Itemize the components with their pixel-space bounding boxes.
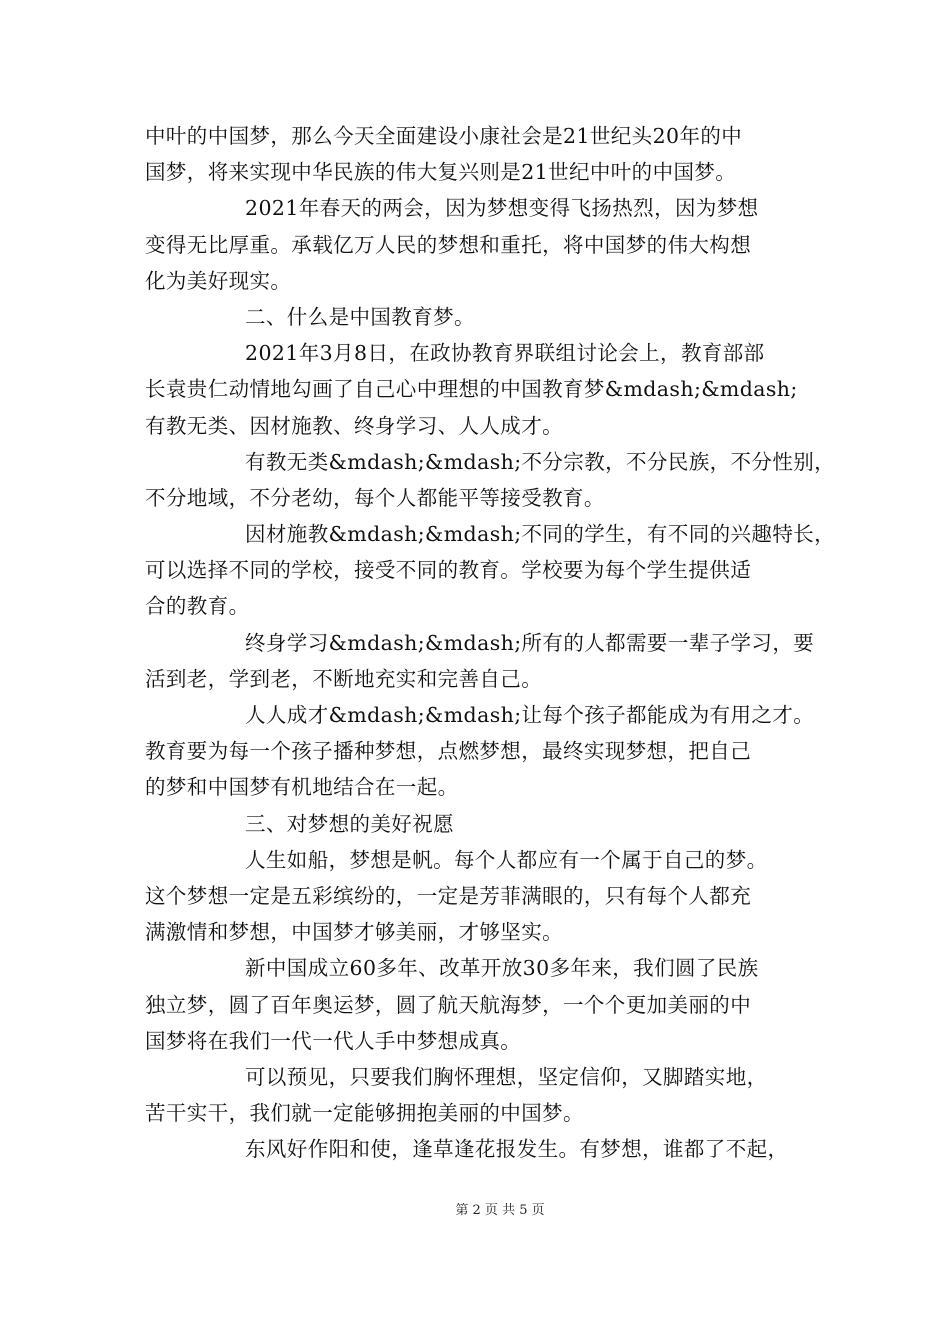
text-line: 终身学习&mdash;&mdash;所有的人都需要一辈子学习，要 xyxy=(245,630,815,655)
page-number-footer: 第 2 页 共 5 页 xyxy=(455,1203,545,1218)
text-line: 因材施教&mdash;&mdash;不同的学生，有不同的兴趣特长， xyxy=(245,522,836,547)
text-line: 有教无类、因材施教、终身学习、人人成才。 xyxy=(145,413,563,438)
text-line: 二、什么是中国教育梦。 xyxy=(245,304,475,329)
text-line: 国梦将在我们一代一代人手中梦想成真。 xyxy=(145,1028,522,1053)
text-line: 变得无比厚重。承载亿万人民的梦想和重托，将中国梦的伟大构想 xyxy=(145,232,752,257)
text-line: 人人成才&mdash;&mdash;让每个孩子都能成为有用之才。 xyxy=(245,703,815,727)
text-line: 人生如船，梦想是帆。每个人都应有一个属于自己的梦。 xyxy=(245,847,768,872)
text-line: 中叶的中国梦，那么今天全面建设小康社会是21世纪头20年的中 xyxy=(145,124,743,148)
text-line: 化为美好现实。 xyxy=(145,268,292,293)
text-line: 有教无类&mdash;&mdash;不分宗教，不分民族，不分性别， xyxy=(245,449,836,474)
text-line: 可以预见，只要我们胸怀理想，坚定信仰，又脚踏实地， xyxy=(245,1064,768,1089)
text-line: 不分地域，不分老幼，每个人都能平等接受教育。 xyxy=(145,485,605,510)
text-line: 可以选择不同的学校，接受不同的教育。学校要为每个学生提供适 xyxy=(145,558,752,583)
text-line: 2021年春天的两会，因为梦想变得飞扬热烈，因为梦想 xyxy=(245,196,759,221)
text-line: 这个梦想一定是五彩缤纷的，一定是芳菲满眼的，只有每个人都充 xyxy=(145,883,752,908)
body-text xyxy=(145,118,836,1167)
text-line: 独立梦，圆了百年奥运梦，圆了航天航海梦，一个个更加美丽的中 xyxy=(145,992,752,1017)
text-line: 的梦和中国梦有机地结合在一起。 xyxy=(145,775,459,800)
text-line: 长袁贵仁动情地勾画了自己心中理想的中国教育梦&mdash;&mdash; xyxy=(145,377,798,402)
text-line: 活到老，学到老，不断地充实和完善自己。 xyxy=(145,666,543,691)
text-line: 东风好作阳和使，逢草逢花报发生。有梦想，谁都了不起， xyxy=(245,1137,789,1162)
text-line: 新中国成立60多年、改革开放30多年来，我们圆了民族 xyxy=(245,956,759,981)
text-line: 合的教育。 xyxy=(145,594,250,619)
text-line: 满激情和梦想，中国梦才够美丽，才够坚实。 xyxy=(145,920,563,945)
text-line: 国梦，将来实现中华民族的伟大复兴则是21世纪中叶的中国梦。 xyxy=(145,160,737,185)
text-line: 教育要为每一个孩子播种梦想，点燃梦想，最终实现梦想，把自己 xyxy=(145,739,752,764)
text-line: 苦干实干，我们就一定能够拥抱美丽的中国梦。 xyxy=(145,1101,584,1126)
text-line: 三、对梦想的美好祝愿 xyxy=(245,811,454,836)
text-line: 2021年3月8日，在政协教育界联组讨论会上，教育部部 xyxy=(245,341,765,366)
